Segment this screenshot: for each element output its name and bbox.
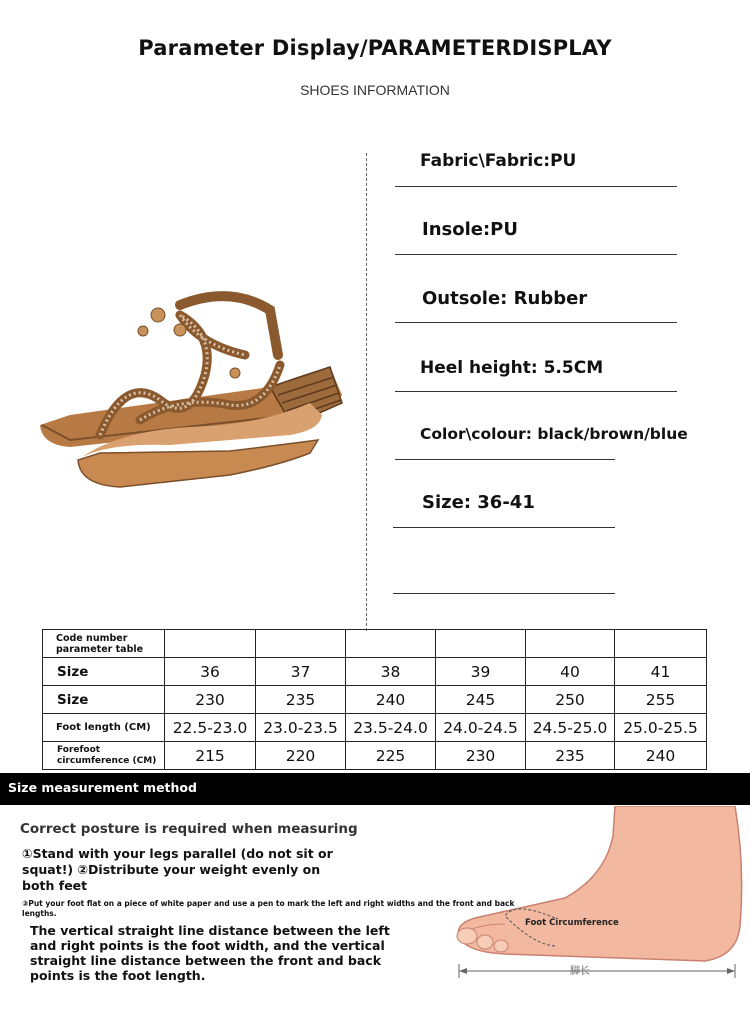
foot-circumference-label: Foot Circumference [525,918,619,928]
spec-color: Color\colour: black/brown/blue [420,425,688,443]
row-label: Foot length (CM) [43,714,165,742]
row-label: Size [43,658,165,686]
row-label: Size [43,686,165,714]
table-cell: 250 [526,686,615,714]
table-cell: 245 [436,686,526,714]
page-subtitle: SHOES INFORMATION [300,82,450,98]
measure-step-3: ③Put your foot flat on a piece of white paper and use a pen to mark the left and right widths and the front and back lengths. [22,899,515,918]
foot-length-label: 脚长 [570,966,590,977]
spec-divider [395,322,677,323]
spec-divider [395,459,615,460]
table-corner-label: Code number parameter table [43,630,165,658]
page-title: Parameter Display/PARAMETERDISPLAY [138,36,612,60]
spec-divider [395,391,677,392]
table-cell: 230 [436,742,526,770]
measure-steps-1-2: ①Stand with your legs parallel (do not sit or squat!) ②Distribute your weight evenly on both feet [22,846,333,893]
table-cell: 230 [165,686,256,714]
table-cell: 235 [526,742,615,770]
table-cell: 39 [436,658,526,686]
table-cell: 255 [615,686,707,714]
measure-description: The vertical straight line distance between the left and right points is the foot width, and the vertical straight line distance between the front and back points is the foot length. [30,923,390,983]
table-cell: 240 [615,742,707,770]
table-cell: 220 [256,742,346,770]
posture-note: Correct posture is required when measuring [20,821,358,837]
table-cell: 235 [256,686,346,714]
spec-fabric: Fabric\Fabric:PU [420,151,577,171]
table-cell: 36 [165,658,256,686]
table-cell: 225 [346,742,436,770]
spec-outsole: Outsole: Rubber [422,288,588,309]
spec-divider [395,254,677,255]
vertical-divider [366,153,367,631]
section-header-bar: Size measurement method [0,773,750,805]
spec-size: Size: 36-41 [422,492,535,513]
table-cell: 24.0-24.5 [436,714,526,742]
table-row [43,630,707,658]
foot-measurement-illustration [445,806,750,1011]
table-cell: 22.5-23.0 [165,714,256,742]
sandal-product-image [30,275,360,500]
table-cell: 215 [165,742,256,770]
table-cell: 24.5-25.0 [526,714,615,742]
row-label: Forefoot circumference (CM) [43,742,165,770]
table-row [43,742,707,770]
table-cell: 38 [346,658,436,686]
spec-divider [393,593,615,594]
spec-divider [395,186,677,187]
spec-heel-height: Heel height: 5.5CM [420,358,604,378]
table-cell: 23.5-24.0 [346,714,436,742]
table-row [43,658,707,686]
spec-insole: Insole:PU [422,219,518,240]
table-cell: 37 [256,658,346,686]
table-cell: 23.0-23.5 [256,714,346,742]
table-cell: 40 [526,658,615,686]
table-cell: 25.0-25.5 [615,714,707,742]
table-row [43,686,707,714]
table-row [43,714,707,742]
size-parameter-table [42,629,707,770]
table-cell: 240 [346,686,436,714]
table-cell: 41 [615,658,707,686]
spec-divider [393,527,615,528]
